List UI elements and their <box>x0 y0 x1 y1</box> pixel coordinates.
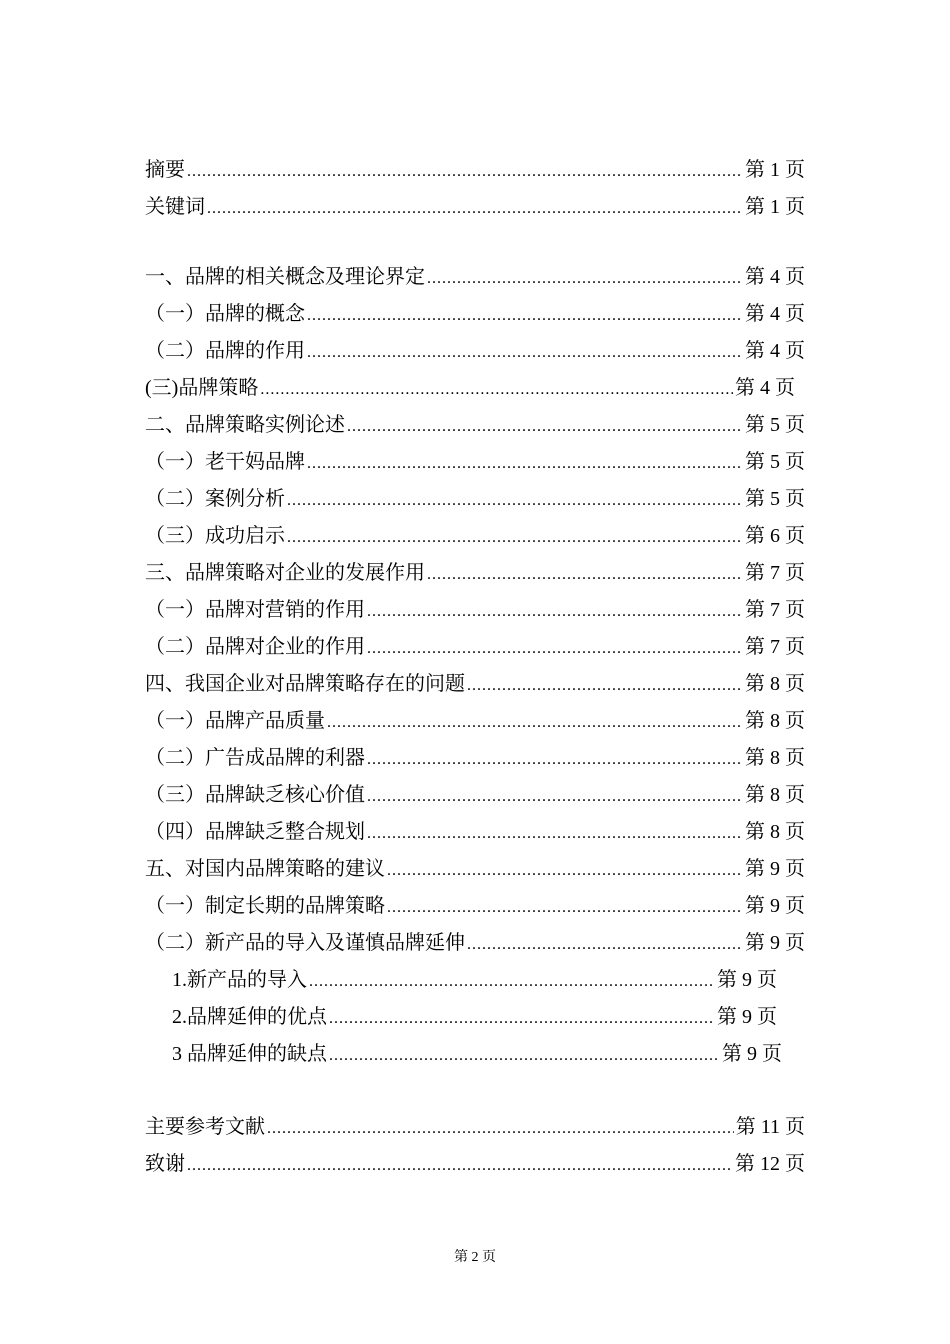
toc-entry-title: 一、品牌的相关概念及理论界定 <box>145 266 425 288</box>
toc-entry-title: （一）制定长期的品牌策略 <box>145 895 385 917</box>
dot-leader <box>329 1006 715 1032</box>
toc-entry-title: 五、对国内品牌策略的建议 <box>145 858 385 880</box>
toc-entry-abstract[interactable] <box>145 157 805 183</box>
toc-entry-page: 第 8 页 <box>745 710 805 732</box>
dot-leader <box>367 599 743 625</box>
toc-entry-chapter-1[interactable] <box>145 264 805 290</box>
toc-entry-chapter-3[interactable] <box>145 560 805 586</box>
toc-entry-page: 第 7 页 <box>745 599 805 621</box>
toc-entry-title: （二）品牌对企业的作用 <box>145 636 365 658</box>
dot-leader <box>367 636 743 662</box>
toc-entry-section-4-3[interactable] <box>145 782 805 808</box>
toc-entry-title: （二）广告成品牌的利器 <box>145 747 365 769</box>
toc-entry-references[interactable] <box>145 1114 805 1140</box>
toc-entry-page: 第 9 页 <box>717 969 777 991</box>
dot-leader <box>467 673 743 699</box>
toc-entry-subsection-5-2-1[interactable] <box>172 967 777 993</box>
toc-entry-page: 第 8 页 <box>745 673 805 695</box>
toc-entry-title: （二）品牌的作用 <box>145 340 305 362</box>
dot-leader <box>367 784 743 810</box>
page-number-footer: 第 2 页 <box>454 1250 496 1265</box>
dot-leader <box>467 932 743 958</box>
toc-entry-subsection-5-2-2[interactable] <box>172 1004 777 1030</box>
toc-entry-title: 1.新产品的导入 <box>172 969 307 991</box>
dot-leader <box>307 340 743 366</box>
dot-leader <box>387 895 743 921</box>
dot-leader <box>187 1153 733 1179</box>
toc-entry-page: 第 8 页 <box>745 747 805 769</box>
toc-entry-page: 第 11 页 <box>735 1116 805 1138</box>
toc-entry-page: 第 9 页 <box>745 932 805 954</box>
toc-entry-page: 第 9 页 <box>722 1043 782 1065</box>
toc-entry-page: 第 7 页 <box>745 562 805 584</box>
dot-leader <box>309 969 715 995</box>
toc-entry-keywords[interactable] <box>145 194 805 220</box>
toc-entry-title: （一）老干妈品牌 <box>145 451 305 473</box>
toc-entry-page: 第 4 页 <box>735 377 795 399</box>
toc-entry-title: （四）品牌缺乏整合规划 <box>145 821 365 843</box>
toc-entry-section-3-2[interactable] <box>145 634 805 660</box>
dot-leader <box>427 562 743 588</box>
toc-entry-page: 第 5 页 <box>745 414 805 436</box>
toc-entry-section-4-1[interactable] <box>145 708 805 734</box>
toc-entry-section-2-3[interactable] <box>145 523 805 549</box>
toc-entry-title: 3 品牌延伸的缺点 <box>172 1043 327 1065</box>
toc-entry-title: 主要参考文献 <box>145 1116 265 1138</box>
toc-entry-page: 第 4 页 <box>745 303 805 325</box>
toc-entry-page: 第 12 页 <box>735 1153 805 1175</box>
toc-entry-page: 第 8 页 <box>745 784 805 806</box>
toc-entry-title: （三）成功启示 <box>145 525 285 547</box>
toc-entry-section-1-1[interactable] <box>145 301 805 327</box>
toc-entry-title: （二）新产品的导入及谨慎品牌延伸 <box>145 932 465 954</box>
toc-entry-section-5-2[interactable] <box>145 930 805 956</box>
toc-entry-section-2-1[interactable] <box>145 449 805 475</box>
toc-entry-page: 第 4 页 <box>745 266 805 288</box>
dot-leader <box>387 858 743 884</box>
toc-entry-title: 三、品牌策略对企业的发展作用 <box>145 562 425 584</box>
toc-entry-page: 第 7 页 <box>745 636 805 658</box>
dot-leader <box>187 159 743 185</box>
dot-leader <box>327 710 743 736</box>
toc-entry-title: 四、我国企业对品牌策略存在的问题 <box>145 673 465 695</box>
toc-entry-page: 第 1 页 <box>745 196 805 218</box>
toc-entry-section-3-1[interactable] <box>145 597 805 623</box>
dot-leader <box>287 525 743 551</box>
toc-entry-section-2-2[interactable] <box>145 486 805 512</box>
toc-entry-section-5-1[interactable] <box>145 893 805 919</box>
toc-entry-subsection-5-2-3[interactable] <box>172 1041 782 1067</box>
dot-leader <box>307 451 743 477</box>
toc-entry-title: 致谢 <box>145 1153 185 1175</box>
toc-entry-chapter-4[interactable] <box>145 671 805 697</box>
toc-entry-title: （一）品牌对营销的作用 <box>145 599 365 621</box>
toc-entry-title: 摘要 <box>145 159 185 181</box>
dot-leader <box>207 196 743 222</box>
toc-entry-section-1-2[interactable] <box>145 338 805 364</box>
toc-entry-title: (三)品牌策略 <box>145 377 259 399</box>
toc-entry-title: （一）品牌产品质量 <box>145 710 325 732</box>
toc-entry-page: 第 6 页 <box>745 525 805 547</box>
toc-entry-section-1-3[interactable] <box>145 375 795 401</box>
toc-entry-page: 第 5 页 <box>745 488 805 510</box>
dot-leader <box>427 266 743 292</box>
toc-entry-page: 第 1 页 <box>745 159 805 181</box>
toc-entry-page: 第 9 页 <box>745 858 805 880</box>
dot-leader <box>267 1116 734 1142</box>
toc-entry-page: 第 9 页 <box>717 1006 777 1028</box>
dot-leader <box>329 1043 720 1069</box>
toc-entry-title: 二、品牌策略实例论述 <box>145 414 345 436</box>
toc-entry-section-4-4[interactable] <box>145 819 805 845</box>
toc-entry-chapter-2[interactable] <box>145 412 805 438</box>
toc-entry-title: 关键词 <box>145 196 205 218</box>
toc-entry-page: 第 4 页 <box>745 340 805 362</box>
dot-leader <box>367 747 743 773</box>
toc-entry-acknowledgements[interactable] <box>145 1151 805 1177</box>
dot-leader <box>260 377 733 403</box>
toc-entry-title: （二）案例分析 <box>145 488 285 510</box>
dot-leader <box>347 414 743 440</box>
toc-entry-page: 第 8 页 <box>745 821 805 843</box>
toc-entry-title: （三）品牌缺乏核心价值 <box>145 784 365 806</box>
toc-entry-page: 第 5 页 <box>745 451 805 473</box>
dot-leader <box>307 303 743 329</box>
dot-leader <box>367 821 743 847</box>
toc-entry-title: （一）品牌的概念 <box>145 303 305 325</box>
dot-leader <box>287 488 743 514</box>
toc-entry-chapter-5[interactable] <box>145 856 805 882</box>
toc-entry-title: 2.品牌延伸的优点 <box>172 1006 327 1028</box>
toc-entry-page: 第 9 页 <box>745 895 805 917</box>
toc-entry-section-4-2[interactable] <box>145 745 805 771</box>
